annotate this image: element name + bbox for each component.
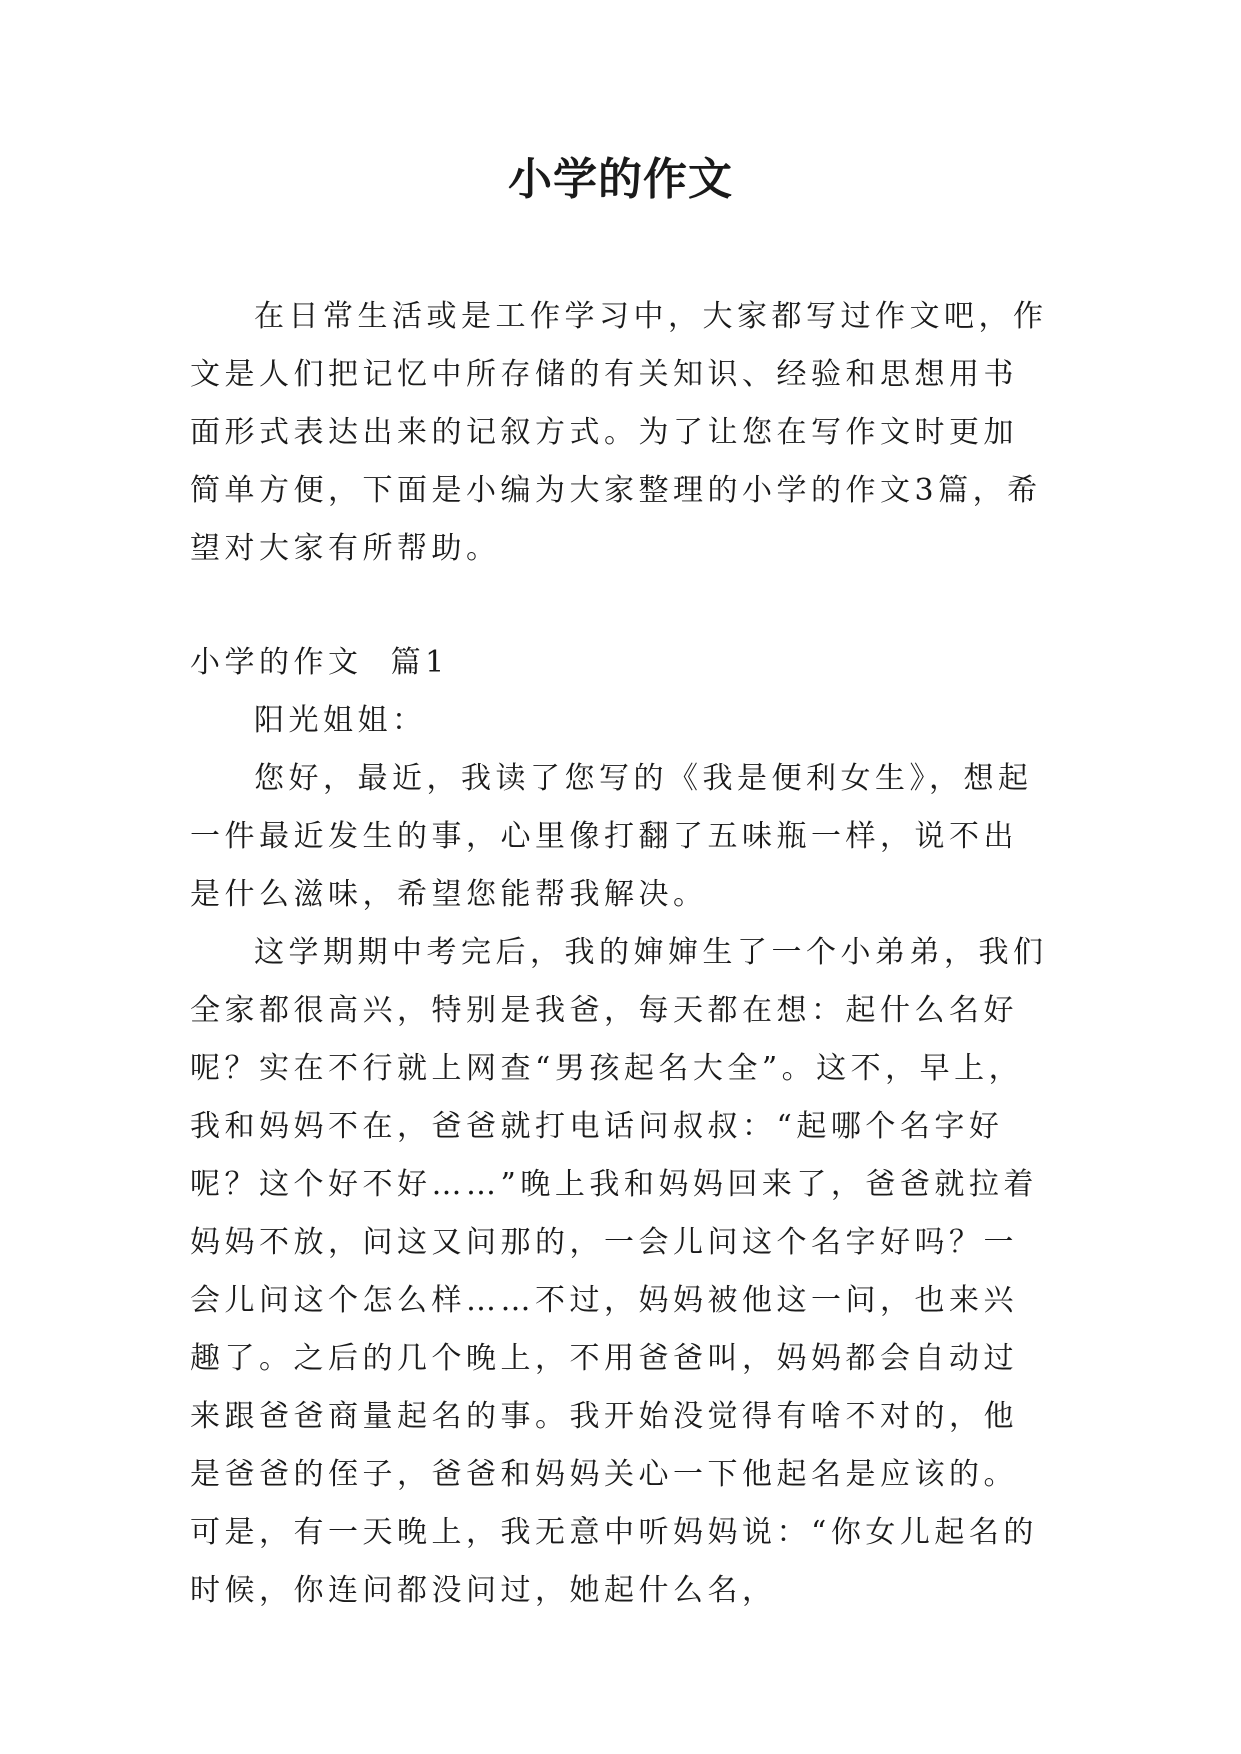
document-title: 小学的作文 — [508, 154, 733, 205]
essay-paragraph: 这学期期中考完后，我的婶婶生了一个小弟弟，我们全家都很高兴，特别是我爸，每天都在想：起什么名好呢？实在不行就上网查“男孩起名大全”。这不，早上，我和妈妈不在，爸爸就打电话问叔叔：“起哪个名字好呢？这个好不好……”晚上我和妈妈回来了，爸爸就拉着妈妈不放，问这又问那的，一会儿问这个名字好吗？一会儿问这个怎么样……不过，妈妈被他这一问，也来兴趣了。之后的几个晚上，不用爸爸叫，妈妈都会自动过来跟爸爸商量起名的事。我开始没觉得有啥不对的，他是爸爸的侄子，爸爸和妈妈关心一下他起名是应该的。可是，有一天晚上，我无意中听妈妈说：“你女儿起名的时候，你连问都没问过，她起什么名， — [190, 935, 1048, 1608]
essay-paragraph: 您好，最近，我读了您写的《我是便利女生》，想起一件最近发生的事，心里像打翻了五味瓶一样，说不出是什么滋味，希望您能帮我解决。 — [190, 761, 1033, 912]
intro-section — [190, 288, 1050, 578]
essay-section — [190, 634, 1050, 1620]
essay-salutation: 阳光姐姐： — [254, 703, 427, 738]
intro-paragraph: 在日常生活或是工作学习中，大家都写过作文吧，作文是人们把记忆中所存储的有关知识、经验和思想用书面形式表达出来的记叙方式。为了让您在写作文时更加简单方便，下面是小编为大家整理的小学的作文3篇，希望对大家有所帮助。 — [190, 299, 1048, 566]
essay-heading: 小学的作文 篇1 — [190, 645, 449, 680]
